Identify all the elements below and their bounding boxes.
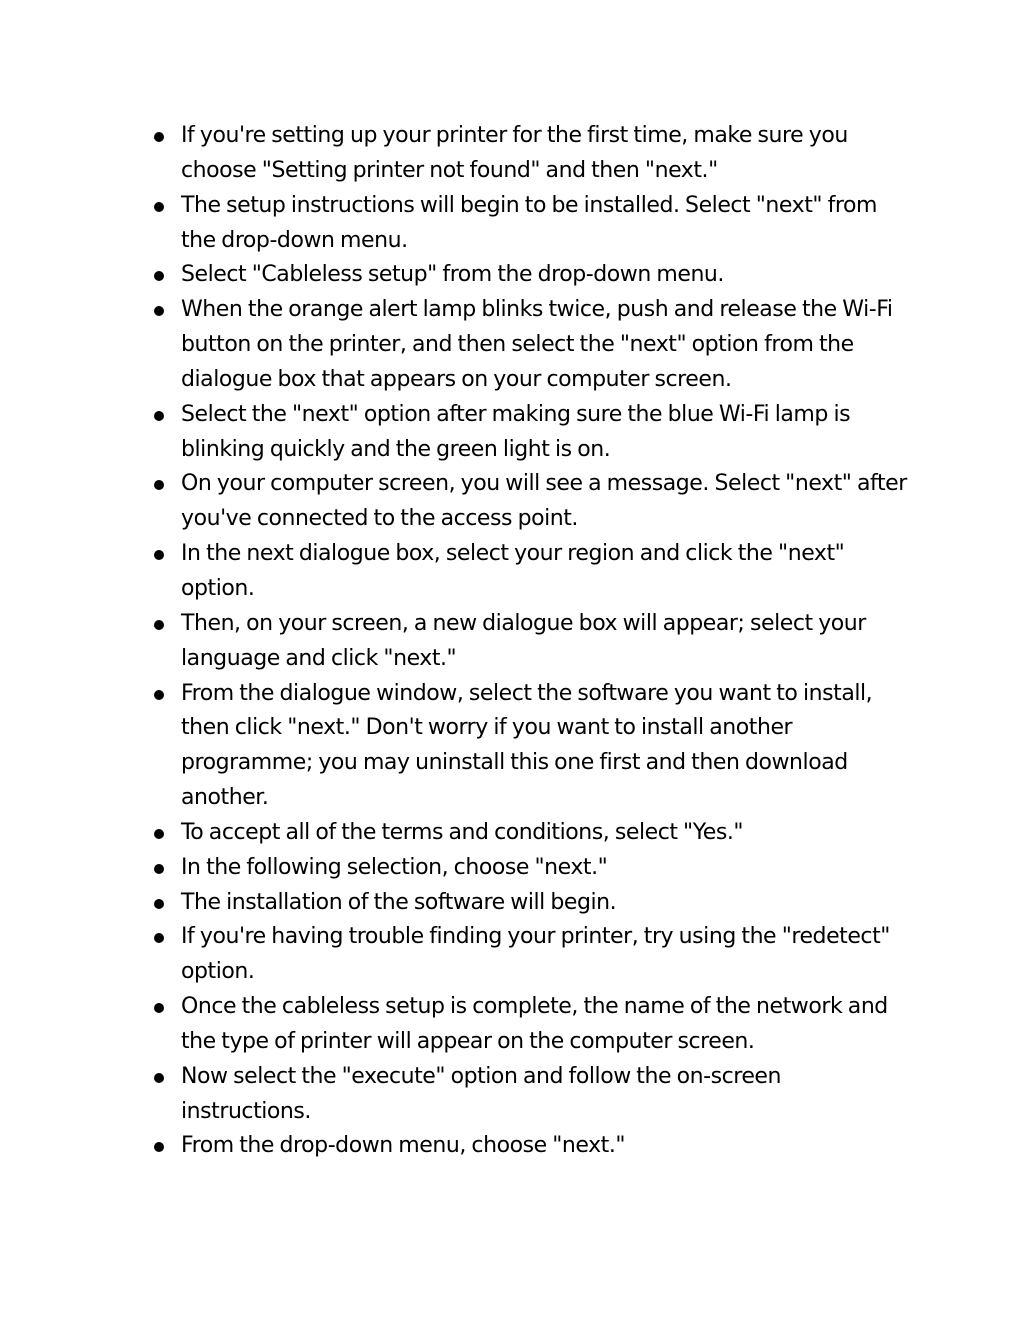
list-item-text: If you're having trouble finding your printer, try using the "redetect" option. [181,924,890,985]
bullet-icon [154,1003,164,1013]
list-item [152,851,912,886]
bullet-icon [154,899,164,909]
list-item [152,537,912,607]
bullet-icon [154,1073,164,1083]
list-item-text: When the orange alert lamp blinks twice, push and release the Wi-Fi button on the printer, and then select the "next" option from the dialogue box that appears on your computer screen. [181,297,893,392]
list-item [152,1060,912,1130]
list-item-text: From the dialogue window, select the software you want to install, then click "next." Don't worry if you want to install another programme; you may uninstall this one first and then download another. [181,680,873,811]
bullet-icon [154,132,164,142]
bullet-icon [154,864,164,874]
list-item [152,816,912,851]
list-item-text: The setup instructions will begin to be installed. Select "next" from the drop-down menu. [181,192,877,253]
list-item-text: Now select the "execute" option and follow the on-screen instructions. [181,1063,782,1124]
bullet-icon [154,829,164,839]
list-item [152,467,912,537]
bullet-icon [154,933,164,943]
list-item-text: Select "Cableless setup" from the drop-down menu. [181,262,724,288]
list-item-text: From the drop-down menu, choose "next." [181,1133,626,1159]
list-item-text: In the following selection, choose "next." [181,854,608,880]
bullet-icon [154,480,164,490]
list-item [152,990,912,1060]
list-item-text: To accept all of the terms and conditions, select "Yes." [181,819,744,845]
list-item [152,607,912,677]
list-item-text: Then, on your screen, a new dialogue box will appear; select your language and click "next." [181,610,866,671]
bullet-icon [154,271,164,281]
list-item [152,189,912,259]
list-item-text: Select the "next" option after making sure the blue Wi-Fi lamp is blinking quickly and the green light is on. [181,401,851,462]
list-item-text: If you're setting up your printer for the first time, make sure you choose "Setting printer not found" and then "next." [181,123,848,183]
bullet-icon [154,620,164,630]
bullet-icon [154,306,164,316]
bullet-icon [154,550,164,560]
list-item [152,1129,912,1164]
list-item [152,920,912,990]
list-item [152,398,912,468]
list-item-text: The installation of the software will begin. [181,889,617,915]
list-item [152,886,912,921]
instruction-bullet-list [152,119,912,1164]
list-item [152,258,912,293]
list-item [152,293,912,398]
list-item [152,119,912,189]
list-item [152,677,912,816]
list-item-text: In the next dialogue box, select your region and click the "next" option. [181,541,845,601]
bullet-icon [154,202,164,212]
bullet-icon [154,690,164,700]
list-item-text: On your computer screen, you will see a message. Select "next" after you've connected to the access point. [181,471,907,532]
bullet-icon [154,411,164,421]
bullet-icon [154,1142,164,1152]
list-item-text: Once the cableless setup is complete, the name of the network and the type of printer will appear on the computer screen. [181,994,888,1054]
